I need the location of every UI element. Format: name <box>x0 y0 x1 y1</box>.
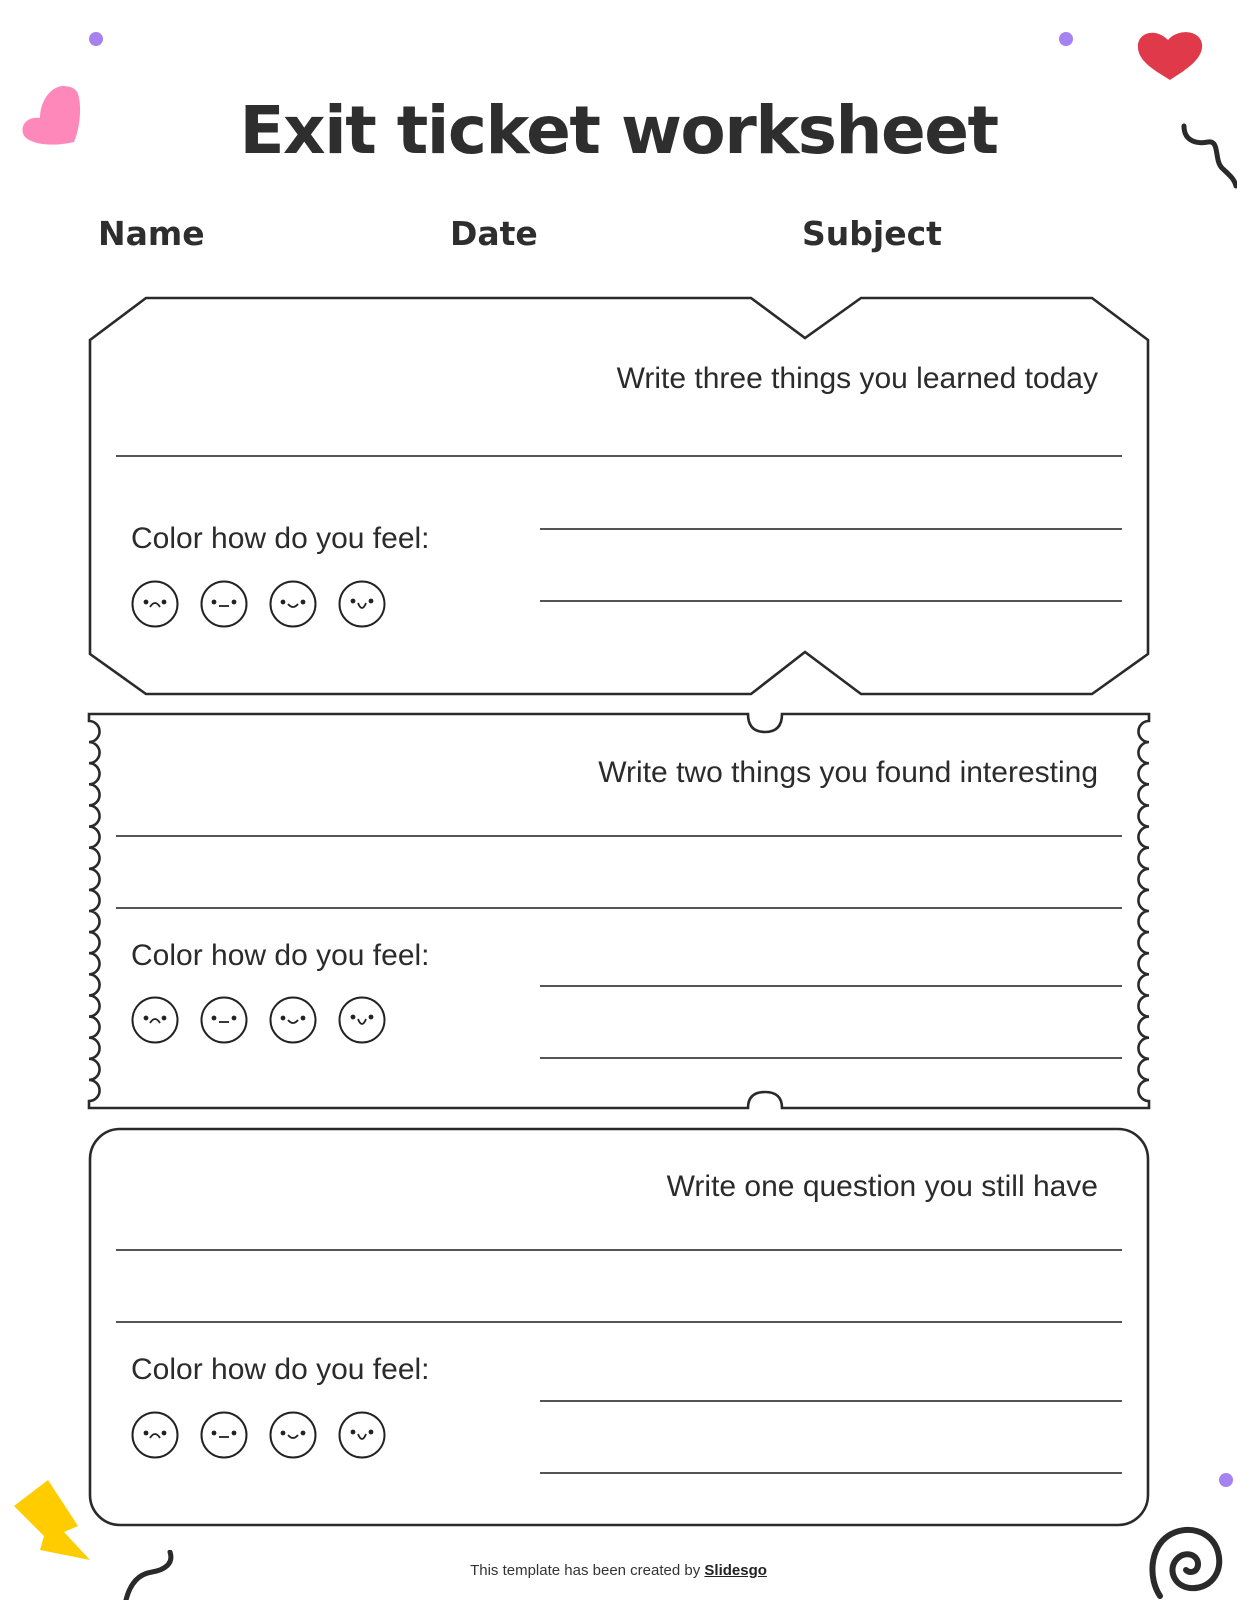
ticket-1-outline <box>90 298 1148 694</box>
smile-face-icon[interactable] <box>269 1411 317 1459</box>
answer-line[interactable] <box>540 600 1122 602</box>
slidesgo-link[interactable]: Slidesgo <box>704 1562 767 1579</box>
section-2-feel-label: Color how do you feel: <box>131 939 430 972</box>
section-3-prompt: Write one question you still have <box>666 1170 1098 1203</box>
section-1-feel-label: Color how do you feel: <box>131 522 430 555</box>
neutral-face-icon[interactable] <box>200 996 248 1044</box>
answer-line[interactable] <box>540 985 1122 987</box>
section-3-feel-label: Color how do you feel: <box>131 1353 430 1386</box>
section-2-prompt: Write two things you found interesting <box>598 756 1098 789</box>
section-1-feelings <box>131 580 386 628</box>
section-1-prompt: Write three things you learned today <box>616 362 1098 395</box>
answer-line[interactable] <box>116 1249 1122 1251</box>
sad-face-icon[interactable] <box>131 580 179 628</box>
footer-text: This template has been created by <box>470 1562 705 1579</box>
section-2-feelings <box>131 996 386 1044</box>
subject-field-label: Subject <box>802 214 942 253</box>
happy-face-icon[interactable] <box>338 580 386 628</box>
answer-line[interactable] <box>540 1057 1122 1059</box>
section-3-feelings <box>131 1411 386 1459</box>
answer-line[interactable] <box>540 528 1122 530</box>
name-field-label: Name <box>98 214 205 253</box>
smile-face-icon[interactable] <box>269 996 317 1044</box>
date-field-label: Date <box>450 214 538 253</box>
smile-face-icon[interactable] <box>269 580 317 628</box>
answer-line[interactable] <box>540 1400 1122 1402</box>
happy-face-icon[interactable] <box>338 996 386 1044</box>
answer-line[interactable] <box>116 907 1122 909</box>
happy-face-icon[interactable] <box>338 1411 386 1459</box>
answer-line[interactable] <box>116 1321 1122 1323</box>
sad-face-icon[interactable] <box>131 996 179 1044</box>
answer-line[interactable] <box>116 455 1122 457</box>
page-title: Exit ticket worksheet <box>239 92 998 169</box>
footer-credit <box>0 1562 1237 1579</box>
answer-line[interactable] <box>540 1472 1122 1474</box>
answer-line[interactable] <box>116 835 1122 837</box>
neutral-face-icon[interactable] <box>200 580 248 628</box>
neutral-face-icon[interactable] <box>200 1411 248 1459</box>
sad-face-icon[interactable] <box>131 1411 179 1459</box>
